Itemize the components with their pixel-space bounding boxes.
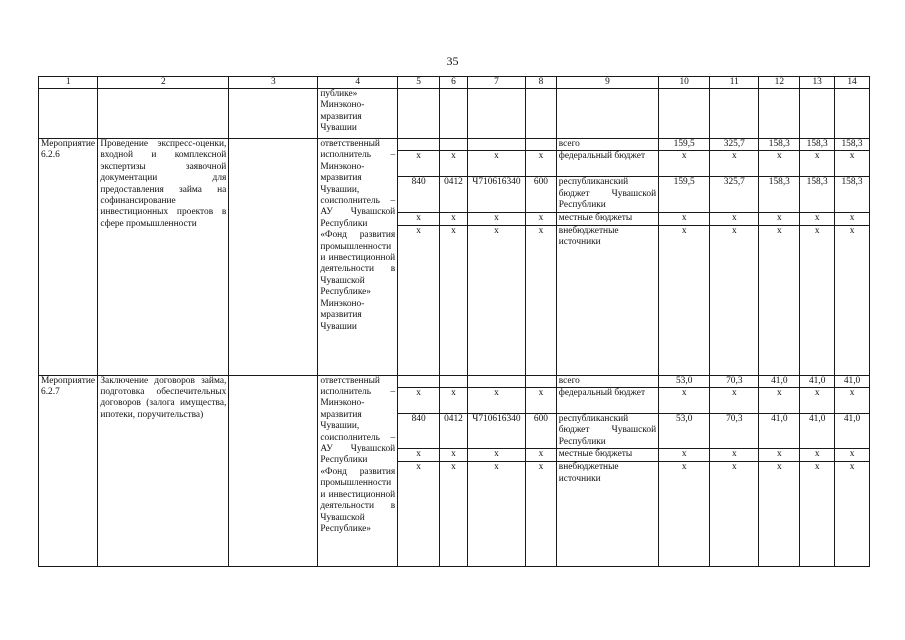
amount-cell: 41,0 xyxy=(800,375,835,387)
csr-cell: x xyxy=(467,388,525,414)
csr-cell: x xyxy=(467,212,525,225)
amount-cell: x xyxy=(759,151,800,177)
empty-cell xyxy=(800,89,835,139)
amount-cell: x xyxy=(759,225,800,375)
vr-cell: x xyxy=(526,449,557,462)
amount-cell: x xyxy=(835,388,870,414)
column-number-cell: 7 xyxy=(467,77,525,89)
amount-cell: x xyxy=(759,449,800,462)
amount-cell: 53,0 xyxy=(659,414,710,449)
funding-source-cell: внебюджетные источники xyxy=(556,225,658,375)
vr-cell: x xyxy=(526,225,557,375)
empty-cell xyxy=(229,375,318,567)
vr-cell: x xyxy=(526,388,557,414)
column-number-cell: 4 xyxy=(318,77,398,89)
grbs-cell: 840 xyxy=(398,177,440,212)
amount-cell: x xyxy=(800,225,835,375)
grbs-cell: x xyxy=(398,225,440,375)
amount-cell: x xyxy=(800,449,835,462)
vr-cell: 600 xyxy=(526,414,557,449)
empty-cell xyxy=(467,89,525,139)
column-number-cell: 10 xyxy=(659,77,710,89)
event-name-cell: Проведение экспресс-оценки, входной и комплексной экспертизы заявочной документации для предоставления займа на софинансирование инвестиционных проектов в сфере промышленности xyxy=(98,139,229,376)
column-number-cell: 9 xyxy=(556,77,658,89)
program-table xyxy=(38,76,870,567)
amount-cell: 158,3 xyxy=(835,139,870,151)
funding-source-cell: местные бюджеты xyxy=(556,449,658,462)
csr-cell xyxy=(467,375,525,387)
funding-source-cell: республиканский бюджет Чувашской Республики xyxy=(556,177,658,212)
vr-cell xyxy=(526,139,557,151)
rzpr-cell: x xyxy=(440,462,468,567)
amount-cell: x xyxy=(659,462,710,567)
rzpr-cell: x xyxy=(440,449,468,462)
amount-cell: 159,5 xyxy=(659,177,710,212)
amount-cell: x xyxy=(710,212,759,225)
amount-cell: 41,0 xyxy=(759,414,800,449)
funding-source-cell: всего xyxy=(556,139,658,151)
amount-cell: x xyxy=(659,212,710,225)
empty-cell xyxy=(835,89,870,139)
rzpr-cell xyxy=(440,375,468,387)
empty-cell xyxy=(526,89,557,139)
event-number-cell: Мероприятие 6.2.7 xyxy=(39,375,98,567)
amount-cell: x xyxy=(800,462,835,567)
funding-source-cell: федеральный бюджет xyxy=(556,388,658,414)
amount-cell: 158,3 xyxy=(800,177,835,212)
amount-cell: x xyxy=(835,151,870,177)
amount-cell: 325,7 xyxy=(710,177,759,212)
table-row xyxy=(39,375,870,387)
amount-cell: x xyxy=(835,212,870,225)
csr-cell: x xyxy=(467,225,525,375)
grbs-cell: x xyxy=(398,388,440,414)
amount-cell: 41,0 xyxy=(759,375,800,387)
empty-cell xyxy=(398,89,440,139)
table-row xyxy=(39,139,870,151)
grbs-cell xyxy=(398,139,440,151)
csr-cell: Ч710616340 xyxy=(467,414,525,449)
column-number-cell: 5 xyxy=(398,77,440,89)
rzpr-cell: x xyxy=(440,151,468,177)
amount-cell: 159,5 xyxy=(659,139,710,151)
executor-cell: публике» Минэконо-мразвития Чувашии xyxy=(318,89,398,139)
column-number-cell: 2 xyxy=(98,77,229,89)
rzpr-cell: x xyxy=(440,388,468,414)
grbs-cell: 840 xyxy=(398,414,440,449)
executor-cell: ответственный исполнитель – Минэконо-мразвития Чувашии, соисполнитель – АУ Чувашской Республики «Фонд развития промышленности и инвестиционной деятельности в Чувашской Республике» Минэконо-мразвития Чувашии xyxy=(318,139,398,376)
amount-cell: 158,3 xyxy=(835,177,870,212)
empty-cell xyxy=(440,89,468,139)
csr-cell: x xyxy=(467,151,525,177)
column-number-cell: 14 xyxy=(835,77,870,89)
empty-cell xyxy=(229,89,318,139)
amount-cell: x xyxy=(659,449,710,462)
vr-cell xyxy=(526,375,557,387)
rzpr-cell: 0412 xyxy=(440,177,468,212)
funding-source-cell: всего xyxy=(556,375,658,387)
amount-cell: 41,0 xyxy=(835,414,870,449)
vr-cell: x xyxy=(526,462,557,567)
grbs-cell: x xyxy=(398,212,440,225)
event-number-cell: Мероприятие 6.2.6 xyxy=(39,139,98,376)
csr-cell: x xyxy=(467,449,525,462)
funding-source-cell: федеральный бюджет xyxy=(556,151,658,177)
amount-cell: x xyxy=(659,388,710,414)
amount-cell: x xyxy=(759,462,800,567)
amount-cell: x xyxy=(659,151,710,177)
vr-cell: x xyxy=(526,151,557,177)
page-number: 35 xyxy=(446,54,459,68)
funding-source-cell: местные бюджеты xyxy=(556,212,658,225)
amount-cell: x xyxy=(759,388,800,414)
empty-cell xyxy=(556,89,658,139)
funding-source-cell: республиканский бюджет Чувашской Республики xyxy=(556,414,658,449)
empty-cell xyxy=(98,89,229,139)
amount-cell: x xyxy=(710,388,759,414)
empty-cell xyxy=(710,89,759,139)
amount-cell: x xyxy=(800,388,835,414)
csr-cell: x xyxy=(467,462,525,567)
csr-cell xyxy=(467,139,525,151)
amount-cell: 325,7 xyxy=(710,139,759,151)
column-number-cell: 6 xyxy=(440,77,468,89)
amount-cell: x xyxy=(659,225,710,375)
column-number-row xyxy=(39,77,870,89)
vr-cell: x xyxy=(526,212,557,225)
rzpr-cell: x xyxy=(440,225,468,375)
column-number-cell: 3 xyxy=(229,77,318,89)
column-number-cell: 1 xyxy=(39,77,98,89)
amount-cell: 158,3 xyxy=(800,139,835,151)
vr-cell: 600 xyxy=(526,177,557,212)
rzpr-cell xyxy=(440,139,468,151)
amount-cell: x xyxy=(835,462,870,567)
amount-cell: x xyxy=(835,449,870,462)
amount-cell: 158,3 xyxy=(759,139,800,151)
amount-cell: x xyxy=(800,151,835,177)
empty-cell xyxy=(39,89,98,139)
executor-cell: ответственный исполнитель – Минэконо-мразвития Чувашии, соисполнитель – АУ Чувашской Республики «Фонд развития промышленности и инвестиционной деятельности в Чувашской Республике» xyxy=(318,375,398,567)
amount-cell: 53,0 xyxy=(659,375,710,387)
grbs-cell: x xyxy=(398,462,440,567)
amount-cell: x xyxy=(710,449,759,462)
amount-cell: x xyxy=(759,212,800,225)
amount-cell: x xyxy=(710,225,759,375)
rzpr-cell: x xyxy=(440,212,468,225)
amount-cell: 41,0 xyxy=(835,375,870,387)
event-name-cell: Заключение договоров займа, подготовка обеспечительных договоров (залога имущества, ипотеки, поручительства) xyxy=(98,375,229,567)
amount-cell: 70,3 xyxy=(710,414,759,449)
empty-cell xyxy=(659,89,710,139)
funding-source-cell: внебюджетные источники xyxy=(556,462,658,567)
grbs-cell: x xyxy=(398,151,440,177)
amount-cell: x xyxy=(710,151,759,177)
empty-cell xyxy=(229,139,318,376)
column-number-cell: 8 xyxy=(526,77,557,89)
column-number-cell: 12 xyxy=(759,77,800,89)
amount-cell: 70,3 xyxy=(710,375,759,387)
grbs-cell xyxy=(398,375,440,387)
column-number-cell: 13 xyxy=(800,77,835,89)
amount-cell: x xyxy=(800,212,835,225)
amount-cell: 41,0 xyxy=(800,414,835,449)
amount-cell: x xyxy=(710,462,759,567)
csr-cell: Ч710616340 xyxy=(467,177,525,212)
grbs-cell: x xyxy=(398,449,440,462)
column-number-cell: 11 xyxy=(710,77,759,89)
amount-cell: x xyxy=(835,225,870,375)
continuation-row xyxy=(39,89,870,139)
rzpr-cell: 0412 xyxy=(440,414,468,449)
amount-cell: 158,3 xyxy=(759,177,800,212)
empty-cell xyxy=(759,89,800,139)
